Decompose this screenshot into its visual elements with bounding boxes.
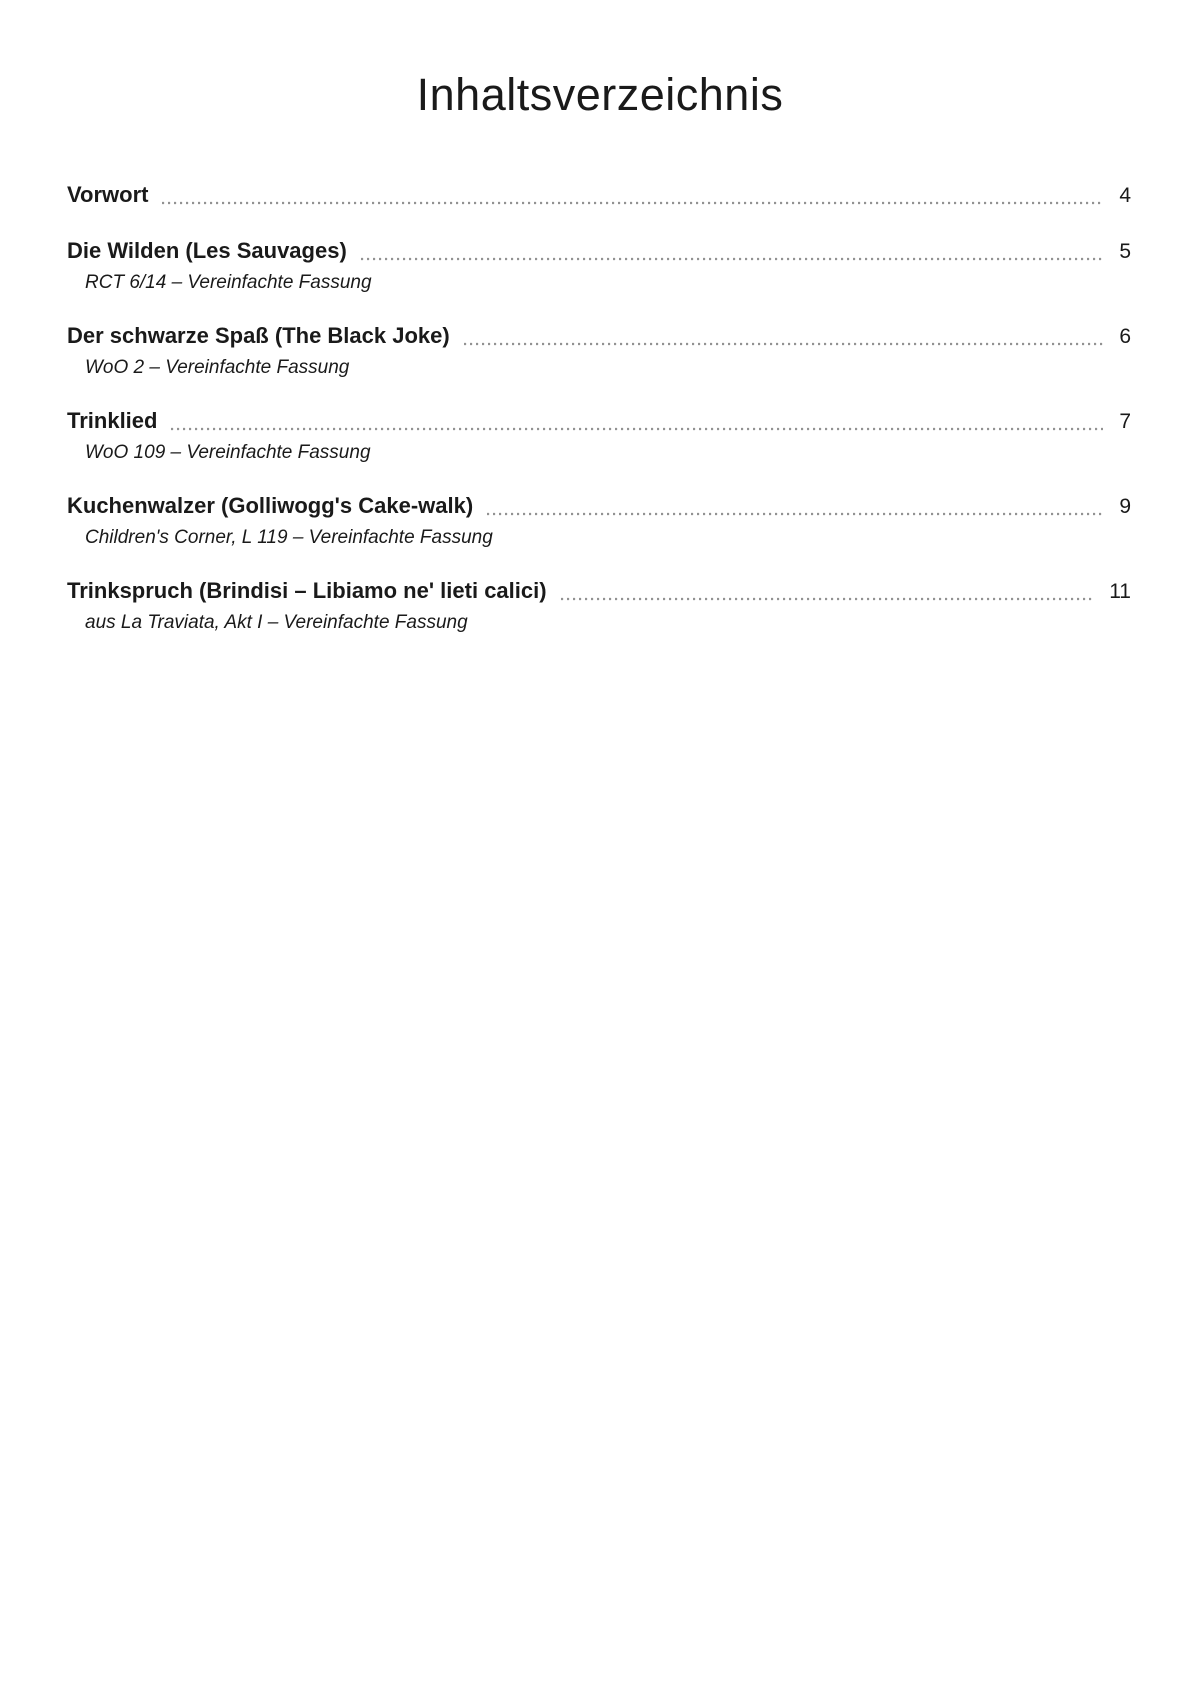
toc-entry-title: Vorwort (67, 182, 149, 207)
toc-entry-row[interactable] (67, 323, 1131, 350)
toc-entry (67, 493, 1131, 549)
toc-entry-row[interactable] (67, 408, 1131, 435)
page-number: 5 (1119, 240, 1131, 263)
dot-leader (464, 341, 1104, 347)
page-number: 6 (1119, 325, 1131, 348)
page-number: 9 (1119, 495, 1131, 518)
toc-entry-row[interactable] (67, 493, 1131, 520)
dot-leader (171, 426, 1103, 432)
page-number: 11 (1109, 580, 1131, 603)
dot-leader (561, 596, 1094, 602)
dot-leader (487, 511, 1103, 517)
toc-entry-row[interactable] (67, 578, 1131, 605)
table-of-contents (67, 182, 1131, 634)
toc-entry (67, 182, 1131, 209)
toc-entry (67, 238, 1131, 294)
page-number: 7 (1119, 410, 1131, 433)
toc-entry-title: Kuchenwalzer (Golliwogg's Cake-walk) (67, 493, 474, 518)
toc-entry-subtitle: Children's Corner, L 119 – Vereinfachte Fassung (85, 527, 493, 548)
page-title: Inhaltsverzeichnis (416, 69, 784, 120)
toc-entry-title: Trinklied (67, 408, 158, 433)
dot-leader (162, 200, 1103, 206)
toc-entry-title: Trinkspruch (Brindisi – Libiamo ne' lieti calici) (67, 578, 547, 603)
toc-entry-subtitle: WoO 109 – Vereinfachte Fassung (85, 442, 371, 463)
toc-entry-subtitle: WoO 2 – Vereinfachte Fassung (85, 357, 350, 378)
toc-entry-title: Der schwarze Spaß (The Black Joke) (67, 323, 450, 348)
toc-entry (67, 408, 1131, 464)
dot-leader (361, 256, 1104, 262)
toc-entry-title: Die Wilden (Les Sauvages) (67, 238, 347, 263)
toc-entry-subtitle: aus La Traviata, Akt I – Vereinfachte Fassung (85, 612, 468, 633)
toc-entry (67, 323, 1131, 379)
toc-entry-row[interactable] (67, 182, 1131, 209)
toc-entry (67, 578, 1131, 634)
toc-entry-subtitle: RCT 6/14 – Vereinfachte Fassung (85, 272, 372, 293)
toc-entry-row[interactable] (67, 238, 1131, 265)
page-number: 4 (1119, 184, 1131, 207)
